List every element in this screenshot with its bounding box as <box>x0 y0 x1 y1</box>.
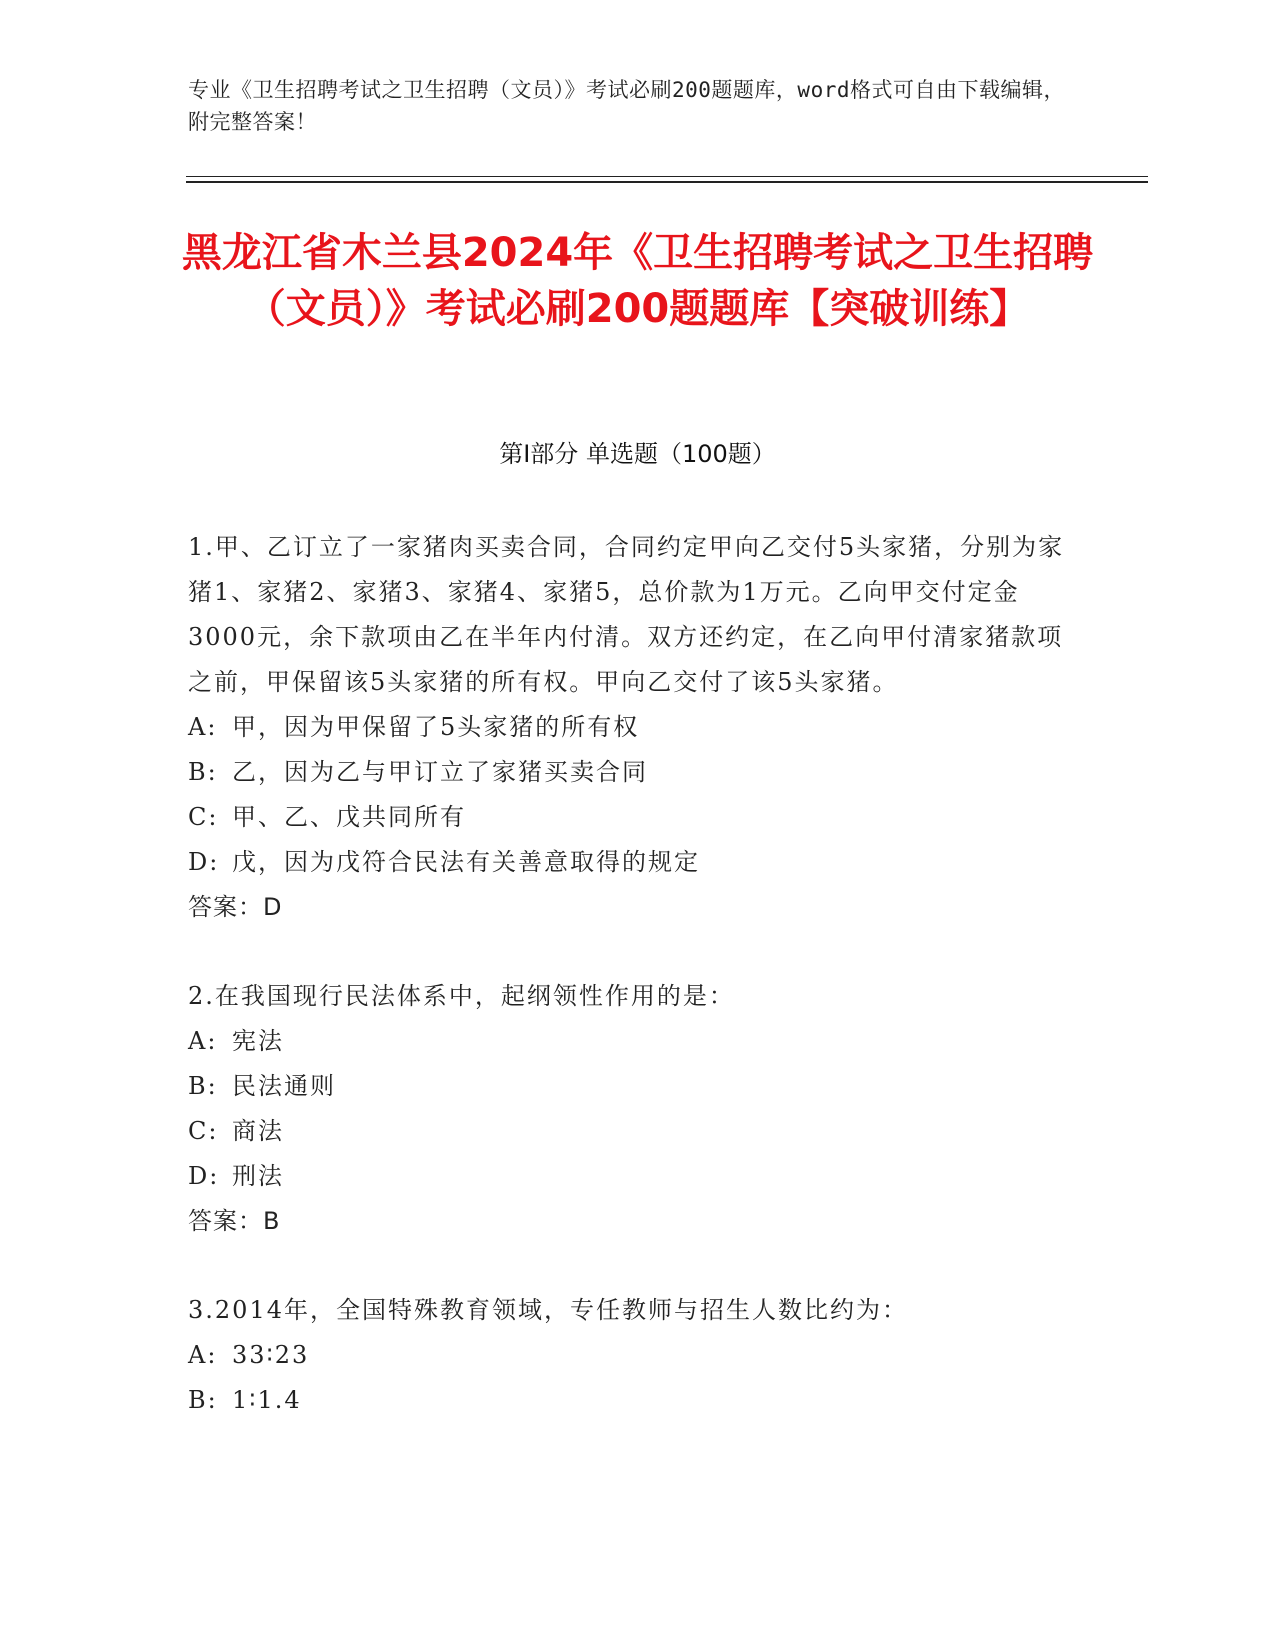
option-text: 1∶1.4 <box>232 1386 302 1414</box>
option-letter: B: <box>188 1386 218 1414</box>
option-letter: A: <box>188 713 218 741</box>
header-divider-thick <box>186 181 1148 183</box>
option-text: 宪法 <box>232 1027 284 1055</box>
option-text: 甲、乙、戊共同所有 <box>232 803 466 831</box>
question-stem: 1.甲、乙订立了一家猪肉买卖合同，合同约定甲向乙交付5头家猪，分别为家猪1、家猪2、家猪3、家猪4、家猪5，总价款为1万元。乙向甲交付定金3000元，余下款项由乙在半年内付清。双方还约定，在乙向甲付清家猪款项之前，甲保留该5头家猪的所有权。甲向乙交付了该5头家猪。 <box>188 533 1065 696</box>
section-heading: 第Ⅰ部分 单选题（100题） <box>499 440 776 468</box>
option-a <box>188 1019 1088 1064</box>
option-text: 民法通则 <box>232 1072 336 1100</box>
question-3 <box>188 1288 1088 1423</box>
question-list <box>188 525 1088 1467</box>
option-text: 甲，因为甲保留了5头家猪的所有权 <box>232 713 640 741</box>
option-letter: A: <box>188 1341 218 1369</box>
option-c <box>188 1109 1088 1154</box>
answer-line: 答案：D <box>188 893 283 921</box>
option-letter: C: <box>188 803 219 831</box>
option-b <box>188 750 1088 795</box>
option-a <box>188 1333 1088 1378</box>
option-d <box>188 840 1088 885</box>
option-text: 戊，因为戊符合民法有关善意取得的规定 <box>232 848 700 876</box>
option-letter: D: <box>188 848 220 876</box>
question-stem: 3.2014年，全国特殊教育领域，专任教师与招生人数比约为： <box>188 1296 908 1324</box>
option-c <box>188 795 1088 840</box>
option-text: 商法 <box>232 1117 284 1145</box>
question-stem: 2.在我国现行民法体系中，起纲领性作用的是： <box>188 982 735 1010</box>
answer-line: 答案：B <box>188 1207 281 1235</box>
option-letter: B: <box>188 758 218 786</box>
option-text: 刑法 <box>232 1162 284 1190</box>
option-text: 33∶23 <box>232 1341 310 1369</box>
option-d <box>188 1154 1088 1199</box>
option-b <box>188 1378 1088 1423</box>
question-2 <box>188 974 1088 1244</box>
option-letter: C: <box>188 1117 219 1145</box>
document-title: 黑龙江省木兰县2024年《卫生招聘考试之卫生招聘（文员）》考试必刷200题题库【突破训练】 <box>181 230 1094 332</box>
question-1 <box>188 525 1088 930</box>
header-divider-thin <box>186 176 1148 177</box>
option-letter: B: <box>188 1072 218 1100</box>
option-letter: A: <box>188 1027 218 1055</box>
option-a <box>188 705 1088 750</box>
option-b <box>188 1064 1088 1109</box>
option-letter: D: <box>188 1162 220 1190</box>
option-text: 乙，因为乙与甲订立了家猪买卖合同 <box>232 758 648 786</box>
header-note: 专业《卫生招聘考试之卫生招聘（文员）》考试必刷200题题库，word格式可自由下载编辑，附完整答案！ <box>188 78 1065 134</box>
